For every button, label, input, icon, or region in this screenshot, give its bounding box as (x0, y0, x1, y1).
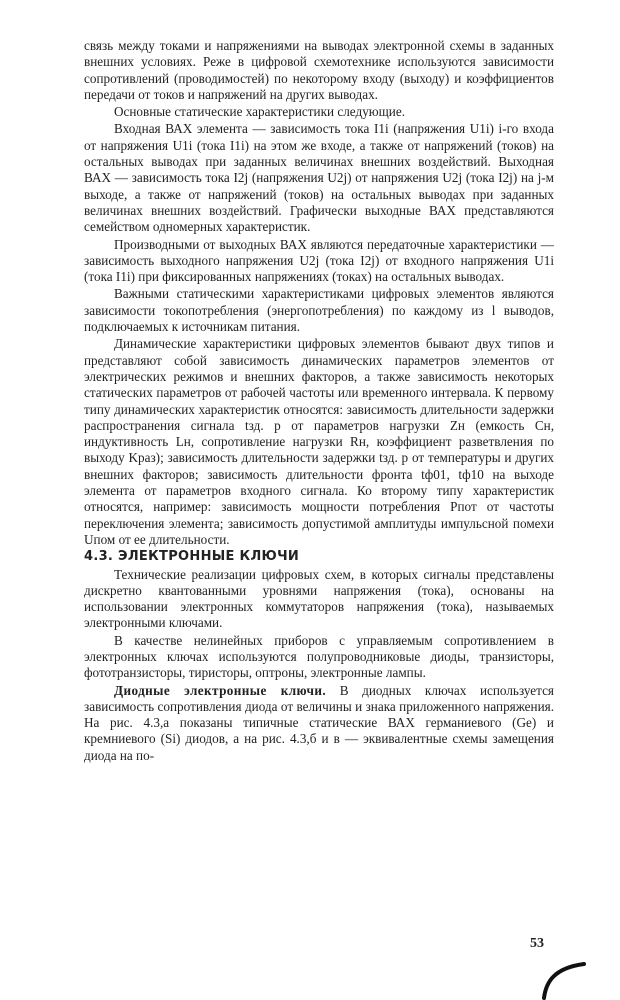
paragraph: Важными статическими характеристиками цифровых элементов являются зависимости токопотребления (энергопотребления) по каждому из l выводов, подключаемых к источникам питания. (84, 286, 554, 335)
paragraph: Входная ВАХ элемента — зависимость тока I1i (напряжения U1i) i-го входа от напряжения U1i (тока I1i) на этом же входе, а также от напряжений (токов) на остальных выводах при заданных величинах внешних воздействий. Выходная ВАХ — зависимость тока I2j (напряжения U2j) от напряжения U2j (тока I2j) на j-м выходе, а также от напряжений (токов) на остальных выводах при заданных величинах внешних воздействий. Графически выходные ВАХ представляются семейством одномерных характеристик. (84, 121, 554, 235)
section-heading: 4.3. ЭЛЕКТРОННЫЕ КЛЮЧИ (84, 549, 300, 565)
paragraph: Динамические характеристики цифровых элементов бывают двух типов и представляют собой зависимость динамических параметров элементов от электрических режимов и внешних факторов, а также зависимость некоторых статических параметров от рабочей частоты или временного интервала. К первому типу динамических характеристик относятся: зависимость длительности задержки распространения сигнала tзд. р от параметров нагрузки Zн (емкость Cн, индуктивность Lн, сопротивление нагрузки Rн, коэффициент разветвления по выходу Kраз); зависимость длительности задержки tзд. р от температуры и других внешних факторов; зависимость длительности фронта tф01, tф10 на выходе элемента от параметров входного сигнала. Ко второму типу характеристик относятся, например: зависимость мощности потребления Pпот от частоты переключения элемента; зависимость допустимой амплитуды импульсной помехи Uпом от ее длительности. (84, 336, 554, 547)
paragraph-text: В диодных ключах используется зависимость сопротивления диода от величины и знака приложенного напряжения. На рис. 4.3,а показаны типичные статические ВАХ германиевого (Ge) и кремниевого (Si) диодов, а на рис. 4.3,б и в — эквивалентные схемы замещения диода на по- (84, 682, 554, 763)
paragraph: Основные статические характеристики следующие. (114, 104, 406, 120)
paragraph (84, 683, 554, 764)
paragraph: В качестве нелинейных приборов с управляемым сопротивлением в электронных ключах используются полупроводниковые диоды, транзисторы, фототранзисторы, тиристоры, оптроны, электронные лампы. (84, 632, 554, 681)
corner-mark-icon (540, 958, 590, 1000)
paragraph: Производными от выходных ВАХ являются передаточные характеристики — зависимость выходного напряжения U2j (тока I2j) от входного напряжения U1i (тока I1i) при фиксированных напряжениях (токах) на остальных выводах. (84, 236, 554, 285)
page-number: 53 (530, 936, 544, 951)
page-body (84, 38, 554, 764)
paragraph: Технические реализации цифровых схем, в которых сигналы представлены дискретно квантованными уровнями напряжения (тока), основаны на использовании электронных коммутаторов напряжения (тока), называемых электронными ключами. (84, 566, 554, 631)
run-in-heading: Диодные электронные ключи. (114, 682, 327, 698)
paragraph: связь между токами и напряжениями на выводах электронной схемы в заданных внешних условиях. Реже в цифровой схемотехнике используются зависимости сопротивлений (проводимостей) по некоторому входу (выходу) и коэффициентов передачи от токов и напряжений на других выводах. (84, 38, 554, 102)
